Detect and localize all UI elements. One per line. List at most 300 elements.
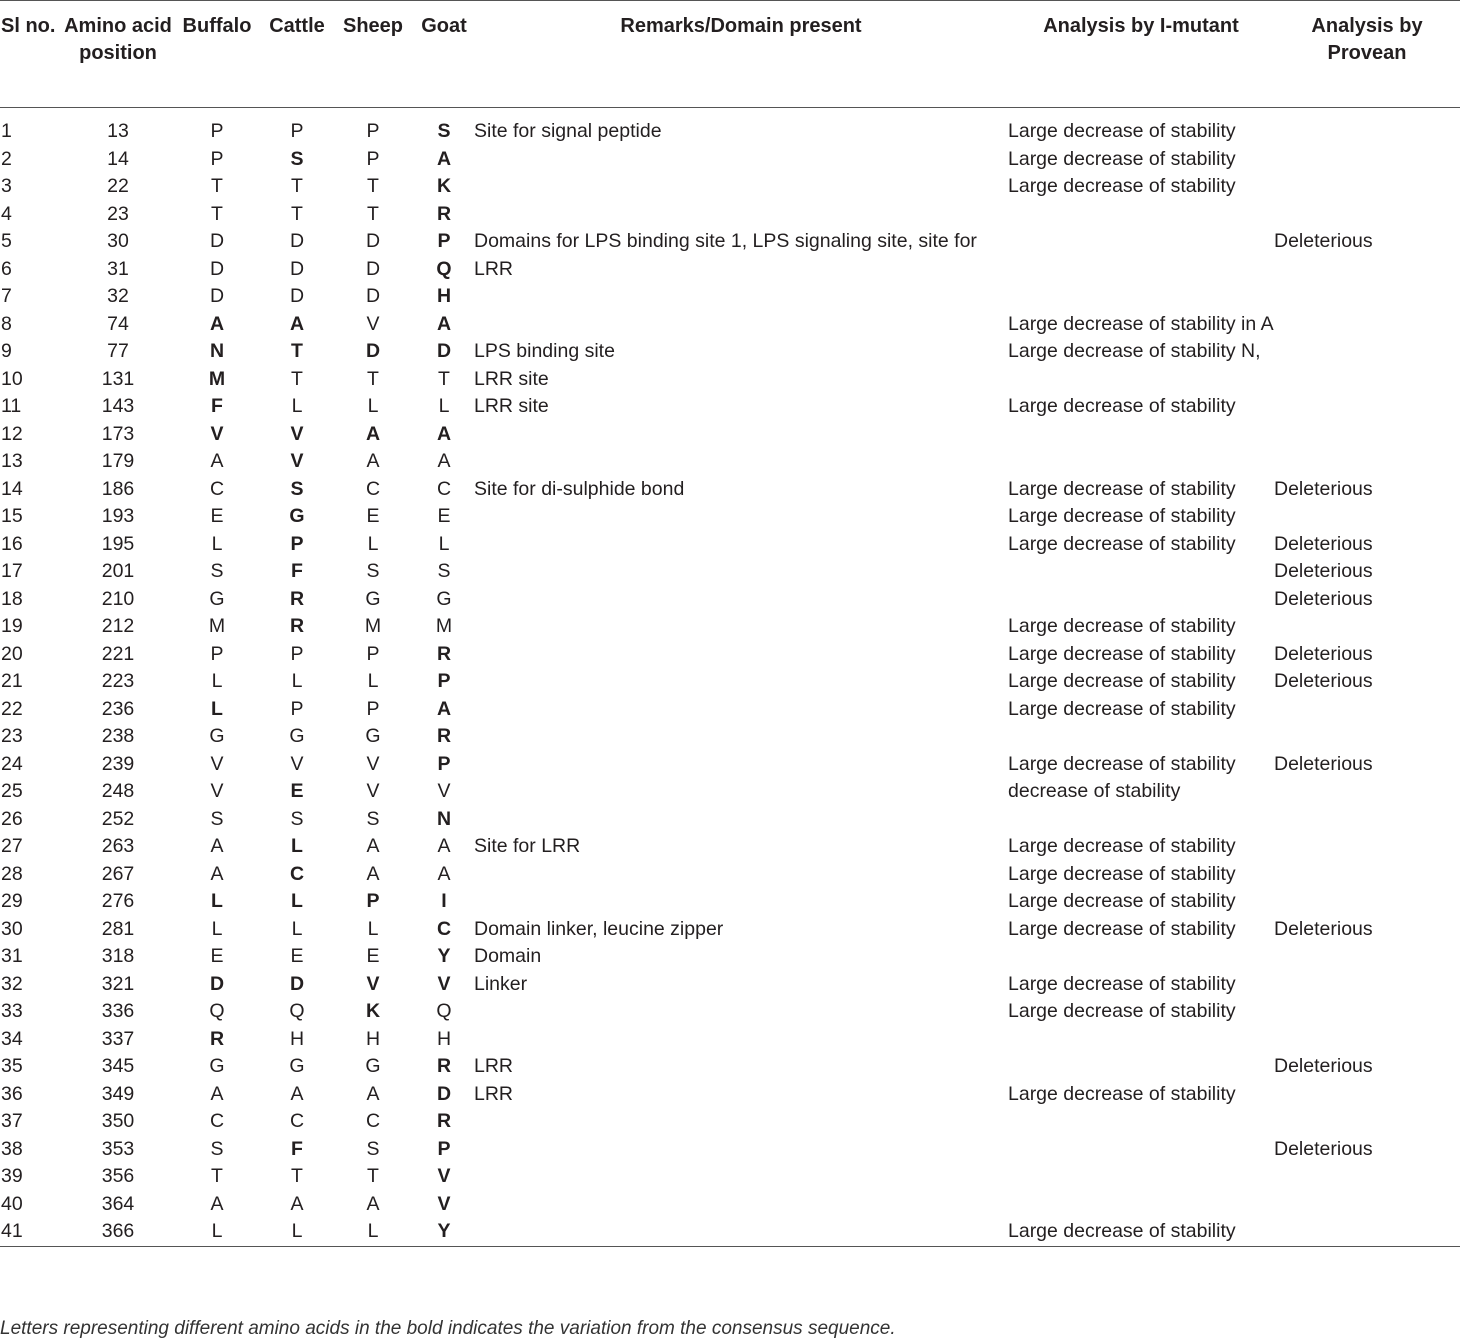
buffalo-cell: M (208, 367, 226, 390)
remarks-cell: LRR (474, 1082, 514, 1105)
goat-cell: T (438, 367, 450, 390)
cattle-cell: G (289, 725, 305, 747)
cattle-cell: S (290, 477, 304, 500)
remarks-cell (474, 503, 1008, 531)
sheep-cell: G (365, 725, 381, 747)
sl-cell: 18 (1, 587, 23, 610)
sl-cell: 41 (1, 1220, 23, 1242)
position-cell: 364 (101, 1192, 135, 1215)
sl-cell: 20 (1, 642, 23, 665)
table-row (0, 476, 1460, 504)
i-mutant-cell: Large decrease of stability (1008, 697, 1236, 720)
cattle-cell: C (289, 1110, 305, 1132)
cattle-cell: L (291, 890, 303, 912)
i-mutant-cell (1008, 723, 1274, 751)
sl-cell: 11 (1, 395, 22, 417)
cattle-cell: S (290, 807, 304, 830)
cattle-cell: P (290, 120, 304, 142)
buffalo-cell: L (211, 1220, 223, 1242)
i-mutant-cell: Large decrease of stability (1008, 477, 1236, 500)
table-row (0, 998, 1460, 1026)
provean-cell (1274, 311, 1460, 339)
remarks-cell (474, 613, 1008, 641)
buffalo-cell: G (209, 725, 225, 747)
table-row (0, 108, 1460, 146)
buffalo-cell: F (211, 395, 223, 417)
remarks-cell: Site for LRR (474, 835, 581, 857)
i-mutant-cell (1008, 1053, 1274, 1081)
buffalo-cell: V (210, 422, 224, 445)
i-mutant-cell (1008, 283, 1274, 311)
table-row (0, 751, 1460, 779)
sheep-cell: P (366, 697, 380, 720)
remarks-cell: Site for signal peptide (474, 120, 662, 142)
table-body (0, 108, 1460, 1247)
table-row (0, 861, 1460, 889)
sl-cell: 4 (1, 202, 12, 225)
table-row (0, 448, 1460, 476)
remarks-cell (474, 641, 1008, 669)
provean-cell (1274, 1191, 1460, 1219)
cattle-cell: L (291, 670, 303, 692)
table-row (0, 778, 1460, 806)
i-mutant-cell: decrease of stability (1008, 780, 1181, 802)
sheep-cell: T (367, 202, 379, 225)
table-row (0, 146, 1460, 174)
provean-cell: Deleterious (1274, 560, 1373, 582)
cattle-cell: G (289, 1055, 305, 1077)
sheep-cell: S (366, 1137, 380, 1160)
position-cell: 345 (101, 1055, 135, 1077)
sheep-cell: V (366, 312, 380, 335)
position-cell: 366 (101, 1220, 135, 1242)
table-row (0, 1026, 1460, 1054)
table-row (0, 1163, 1460, 1191)
position-cell: 186 (101, 477, 135, 500)
sheep-cell: D (365, 257, 381, 280)
provean-cell: Deleterious (1274, 917, 1373, 940)
sheep-cell: V (366, 972, 380, 995)
remarks-cell: Site for di-sulphide bond (474, 477, 685, 500)
table-row (0, 201, 1460, 229)
buffalo-cell: A (210, 1082, 224, 1105)
sheep-cell: G (365, 1055, 381, 1077)
position-cell: 179 (101, 450, 135, 472)
i-mutant-cell (1008, 586, 1274, 614)
provean-cell (1274, 943, 1460, 971)
table-row (0, 586, 1460, 614)
sheep-cell: P (366, 890, 380, 912)
goat-cell: R (436, 725, 452, 747)
sheep-cell: E (366, 505, 380, 527)
goat-cell: K (436, 175, 452, 197)
position-cell: 223 (101, 670, 135, 692)
remarks-cell (474, 531, 1008, 559)
sheep-cell: A (366, 862, 380, 885)
buffalo-cell: D (209, 972, 225, 995)
i-mutant-cell (1008, 943, 1274, 971)
goat-cell: P (437, 230, 451, 252)
table-row (0, 283, 1460, 311)
buffalo-cell: L (211, 670, 223, 692)
buffalo-cell: A (209, 312, 225, 335)
goat-cell: Q (436, 1000, 452, 1022)
goat-cell: E (437, 505, 451, 527)
sheep-cell: A (366, 835, 380, 857)
position-cell: 74 (107, 312, 129, 335)
remarks-cell: LRR site (474, 395, 549, 417)
position-cell: 173 (101, 422, 135, 445)
sheep-cell: L (367, 670, 379, 692)
i-mutant-cell: Large decrease of stability (1008, 752, 1236, 775)
provean-cell: Deleterious (1274, 752, 1373, 775)
sheep-cell: V (366, 752, 380, 775)
provean-cell (1274, 338, 1460, 366)
header-buffalo: Buffalo (182, 15, 252, 37)
remarks-cell (474, 778, 1008, 806)
i-mutant-cell (1008, 1026, 1274, 1054)
provean-cell (1274, 173, 1460, 201)
buffalo-cell: G (209, 587, 225, 610)
table-row (0, 888, 1460, 916)
goat-cell: A (436, 697, 452, 720)
sheep-cell: D (365, 340, 381, 362)
remarks-cell: Domain (474, 945, 542, 967)
sl-cell: 21 (1, 670, 23, 692)
provean-cell: Deleterious (1274, 1137, 1373, 1160)
cattle-cell: A (290, 1082, 304, 1105)
table-row (0, 1053, 1460, 1081)
table-row (0, 338, 1460, 366)
buffalo-cell: A (210, 862, 224, 885)
sheep-cell: L (367, 532, 379, 555)
buffalo-cell: R (209, 1027, 225, 1050)
i-mutant-cell: Large decrease of stability (1008, 972, 1236, 995)
table-row (0, 256, 1460, 284)
provean-cell (1274, 283, 1460, 311)
provean-cell (1274, 613, 1460, 641)
table-row (0, 228, 1460, 256)
i-mutant-cell: Large decrease of stability (1008, 120, 1236, 142)
i-mutant-cell (1008, 806, 1274, 834)
buffalo-cell: T (211, 202, 223, 225)
provean-cell (1274, 1108, 1460, 1136)
i-mutant-cell (1008, 1136, 1274, 1164)
buffalo-cell: A (210, 450, 224, 472)
table-row (0, 531, 1460, 559)
position-cell: 236 (101, 697, 135, 720)
cattle-cell: D (289, 972, 305, 995)
sl-cell: 3 (1, 175, 12, 197)
remarks-cell: LRR site (474, 367, 549, 390)
sheep-cell: D (365, 285, 381, 307)
position-cell: 193 (101, 505, 135, 527)
sl-cell: 39 (1, 1165, 23, 1187)
i-mutant-cell (1008, 366, 1274, 394)
remarks-cell (474, 696, 1008, 724)
position-cell: 353 (101, 1137, 135, 1160)
goat-cell: R (436, 1055, 452, 1077)
cattle-cell: V (290, 422, 304, 445)
sl-cell: 33 (1, 1000, 23, 1022)
position-cell: 356 (101, 1165, 135, 1187)
remarks-cell: Domains for LPS binding site 1, LPS signaling site, site for (474, 230, 977, 252)
provean-cell (1274, 1218, 1460, 1246)
goat-cell: Q (436, 257, 452, 280)
position-cell: 212 (101, 615, 135, 637)
cattle-cell: E (290, 945, 304, 967)
i-mutant-cell: Large decrease of stability (1008, 917, 1236, 940)
table-row (0, 943, 1460, 971)
cattle-cell: L (291, 1220, 303, 1242)
table-row (0, 613, 1460, 641)
table-row (0, 696, 1460, 724)
cattle-cell: D (289, 257, 305, 280)
position-cell: 143 (101, 395, 135, 417)
remarks-cell (474, 1218, 1008, 1246)
provean-cell (1274, 256, 1460, 284)
buffalo-cell: L (211, 532, 223, 555)
table-row (0, 1108, 1460, 1136)
i-mutant-cell (1008, 448, 1274, 476)
buffalo-cell: L (211, 697, 223, 720)
sheep-cell: P (366, 120, 380, 142)
sl-cell: 32 (1, 972, 23, 995)
table-row (0, 1081, 1460, 1109)
sl-cell: 12 (1, 422, 23, 445)
cattle-cell: R (289, 615, 305, 637)
cattle-cell: F (291, 1137, 303, 1160)
remarks-cell (474, 1163, 1008, 1191)
i-mutant-cell: Large decrease of stability (1008, 175, 1236, 197)
cattle-cell: L (291, 835, 303, 857)
goat-cell: C (436, 917, 452, 940)
sheep-cell: A (365, 422, 381, 445)
cattle-cell: P (290, 697, 304, 720)
goat-cell: A (436, 312, 452, 335)
cattle-cell: F (291, 560, 303, 582)
position-cell: 239 (101, 752, 135, 775)
i-mutant-cell (1008, 558, 1274, 586)
goat-cell: D (436, 340, 452, 362)
table-row (0, 971, 1460, 999)
cattle-cell: P (290, 532, 304, 555)
provean-cell (1274, 1163, 1460, 1191)
sl-cell: 27 (1, 835, 23, 857)
sheep-cell: S (366, 807, 380, 830)
buffalo-cell: S (210, 807, 224, 830)
sl-cell: 17 (1, 560, 23, 582)
sheep-cell: M (364, 615, 382, 637)
sl-cell: 6 (1, 257, 12, 280)
goat-cell: L (438, 395, 450, 417)
sheep-cell: D (365, 230, 381, 252)
cattle-cell: G (289, 505, 305, 527)
goat-cell: A (436, 147, 452, 170)
cattle-cell: V (290, 752, 304, 775)
table-footnote: Letters representing different amino acids in the bold indicates the variation from the consensus sequence. (0, 1318, 896, 1339)
provean-cell: Deleterious (1274, 587, 1373, 610)
cattle-cell: T (291, 340, 303, 362)
goat-cell: N (436, 807, 452, 830)
provean-cell (1274, 998, 1460, 1026)
table-row (0, 833, 1460, 861)
provean-cell (1274, 696, 1460, 724)
goat-cell: A (437, 862, 451, 885)
cattle-cell: S (290, 147, 304, 170)
remarks-cell (474, 998, 1008, 1026)
provean-cell: Deleterious (1274, 1055, 1373, 1077)
table-row (0, 366, 1460, 394)
sheep-cell: L (367, 917, 379, 940)
goat-cell: D (436, 1082, 452, 1105)
position-cell: 22 (107, 175, 129, 197)
position-cell: 252 (101, 807, 135, 830)
goat-cell: V (437, 972, 451, 995)
sl-cell: 8 (1, 312, 12, 335)
provean-cell (1274, 108, 1460, 146)
sheep-cell: L (367, 1220, 379, 1242)
buffalo-cell: S (210, 1137, 224, 1160)
header-i-mutant: Analysis by I-mutant (1043, 15, 1239, 37)
position-cell: 131 (101, 367, 135, 390)
table-row (0, 668, 1460, 696)
cattle-cell: P (290, 642, 304, 665)
sheep-cell: V (366, 780, 380, 802)
goat-cell: A (436, 422, 452, 445)
remarks-cell (474, 283, 1008, 311)
sl-cell: 25 (1, 780, 23, 802)
sheep-cell: K (365, 1000, 381, 1022)
cattle-cell: T (291, 1165, 303, 1187)
i-mutant-cell: Large decrease of stability (1008, 1220, 1236, 1242)
cattle-cell: Q (289, 1000, 305, 1022)
buffalo-cell: D (209, 285, 225, 307)
position-cell: 14 (107, 147, 129, 170)
sl-cell: 16 (1, 532, 23, 555)
sl-cell: 14 (1, 477, 23, 500)
sl-cell: 15 (1, 505, 23, 527)
provean-cell (1274, 421, 1460, 449)
position-cell: 32 (107, 285, 129, 307)
provean-cell: Deleterious (1274, 230, 1373, 252)
sl-cell: 30 (1, 917, 23, 940)
sl-cell: 34 (1, 1027, 23, 1050)
cattle-cell: T (291, 175, 303, 197)
provean-cell (1274, 1081, 1460, 1109)
sl-cell: 10 (1, 367, 23, 390)
buffalo-cell: C (209, 1110, 225, 1132)
i-mutant-cell: Large decrease of stability (1008, 1082, 1236, 1105)
sheep-cell: H (365, 1027, 381, 1050)
cattle-cell: H (289, 1027, 305, 1050)
i-mutant-cell: Large decrease of stability (1008, 862, 1236, 885)
goat-cell: V (437, 780, 451, 802)
buffalo-cell: T (211, 175, 223, 197)
table-row (0, 173, 1460, 201)
sl-cell: 31 (1, 945, 23, 967)
buffalo-cell: L (211, 917, 223, 940)
sheep-cell: T (367, 367, 379, 390)
header-sl-no: Sl no. (1, 15, 56, 37)
table-row (0, 916, 1460, 944)
buffalo-cell: D (209, 257, 225, 280)
buffalo-cell: D (209, 230, 225, 252)
i-mutant-cell (1008, 1108, 1274, 1136)
goat-cell: P (437, 1137, 451, 1160)
i-mutant-cell (1008, 256, 1274, 284)
sl-cell: 36 (1, 1082, 23, 1105)
buffalo-cell: T (211, 1165, 223, 1187)
i-mutant-cell (1008, 228, 1274, 256)
goat-cell: A (437, 835, 451, 857)
provean-cell (1274, 393, 1460, 421)
goat-cell: R (436, 1110, 452, 1132)
goat-cell: V (437, 1192, 451, 1215)
remarks-cell: LRR (474, 257, 514, 280)
remarks-cell (474, 448, 1008, 476)
cattle-cell: D (289, 285, 305, 307)
goat-cell: C (436, 477, 452, 500)
header-sheep: Sheep (342, 15, 404, 37)
provean-cell (1274, 888, 1460, 916)
sl-cell: 1 (1, 120, 12, 142)
position-cell: 30 (107, 230, 129, 252)
sheep-cell: P (366, 642, 380, 665)
goat-cell: M (435, 615, 453, 637)
remarks-cell (474, 1026, 1008, 1054)
position-cell: 349 (101, 1082, 135, 1105)
remarks-cell: Domain linker, leucine zipper (474, 917, 724, 940)
goat-cell: R (436, 202, 452, 225)
i-mutant-cell (1008, 421, 1274, 449)
remarks-cell (474, 586, 1008, 614)
i-mutant-cell: Large decrease of stability (1008, 670, 1236, 692)
sheep-cell: E (366, 945, 380, 967)
i-mutant-cell (1008, 1163, 1274, 1191)
buffalo-cell: N (209, 340, 225, 362)
remarks-cell (474, 1191, 1008, 1219)
sheep-cell: G (365, 587, 381, 610)
buffalo-cell: M (208, 615, 226, 637)
goat-cell: L (438, 532, 450, 555)
provean-cell (1274, 366, 1460, 394)
cattle-cell: A (289, 312, 305, 335)
goat-cell: I (441, 890, 447, 912)
sheep-cell: C (365, 477, 381, 500)
cattle-cell: V (290, 450, 304, 472)
i-mutant-cell: Large decrease of stability (1008, 615, 1236, 637)
goat-cell: Y (437, 1220, 451, 1242)
buffalo-cell: Q (209, 1000, 225, 1022)
sheep-cell: A (366, 1192, 380, 1215)
buffalo-cell: V (210, 780, 224, 802)
header-provean: Analysis by Provean (1311, 15, 1423, 64)
goat-cell: R (436, 642, 452, 665)
sl-cell: 26 (1, 807, 23, 830)
table-row (0, 723, 1460, 751)
buffalo-cell: P (210, 147, 224, 170)
goat-cell: S (437, 120, 451, 142)
goat-cell: P (437, 670, 451, 692)
buffalo-cell: A (210, 835, 224, 857)
provean-cell (1274, 503, 1460, 531)
sl-cell: 35 (1, 1055, 23, 1077)
goat-cell: V (437, 1165, 451, 1187)
sheep-cell: L (367, 395, 379, 417)
remarks-cell (474, 1108, 1008, 1136)
position-cell: 281 (101, 917, 135, 940)
